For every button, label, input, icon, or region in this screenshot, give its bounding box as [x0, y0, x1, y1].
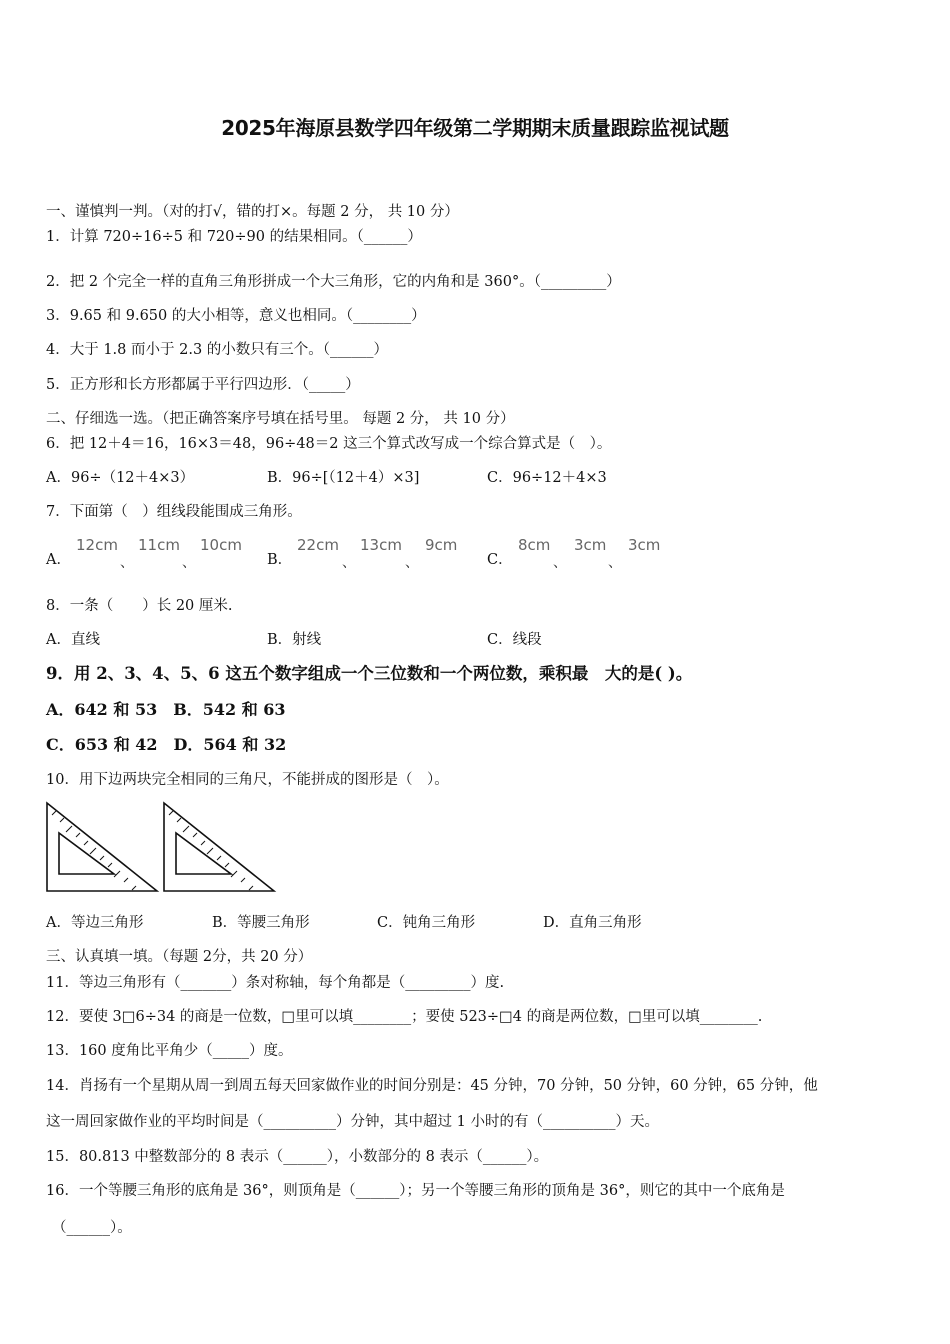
- question-10: 10．用下边两块完全相同的三角尺，不能拼成的图形是（ ）。: [46, 772, 449, 788]
- q7-option-c-label: C．: [487, 552, 513, 568]
- question-15: 15．80.813 中整数部分的 8 表示（______），小数部分的 8 表示（______）。: [46, 1149, 549, 1165]
- section-heading-judge: 一、谨慎判一判。（对的打√，错的打×。每题 2 分， 共 10 分）: [46, 204, 459, 220]
- question-6: 6．把 12＋4＝16，16×3＝48，96÷48＝2 这三个算式改写成一个综合算式是（ ）。: [46, 436, 612, 452]
- q7-a-separator: 、: [120, 555, 134, 571]
- q7-c-separator: 、: [553, 555, 567, 571]
- q7-a-separator: 、: [182, 555, 196, 571]
- question-7: 7．下面第（ ）组线段能围成三角形。: [46, 504, 302, 520]
- question-12: 12．要使 3□6÷34 的商是一位数，□里可以填________；要使 523÷□4 的商是两位数，□里可以填________.: [46, 1009, 763, 1025]
- section-heading-choose: 二、仔细选一选。（把正确答案序号填在括号里。 每题 2 分， 共 10 分）: [46, 411, 515, 427]
- question-14-line-2: 这一周回家做作业的平均时间是（__________）分钟，其中超过 1 小时的有（__________）天。: [46, 1114, 659, 1130]
- q9-options-a-b: A．642 和 53 B．542 和 63: [46, 700, 286, 719]
- q7-b-separator: 、: [405, 555, 419, 571]
- q7-c-segment-1: 8cm: [518, 536, 551, 554]
- q7-b-segment-2: 13cm: [360, 536, 402, 554]
- q7-a-segment-1: 12cm: [76, 536, 118, 554]
- q7-b-segment-3: 9cm: [425, 536, 458, 554]
- q6-option-c: C．96÷12＋4×3: [487, 470, 607, 486]
- question-2: 2．把 2 个完全一样的直角三角形拼成一个大三角形，它的内角和是 360°。（_________）: [46, 274, 621, 290]
- set-square-left: [47, 803, 157, 891]
- page-title: 2025年海原县数学四年级第二学期期末质量跟踪监视试题: [221, 116, 729, 140]
- q7-a-segment-3: 10cm: [200, 536, 242, 554]
- set-square-right: [164, 803, 274, 891]
- q10-option-a: A．等边三角形: [46, 915, 144, 931]
- q7-option-b-label: B．: [267, 552, 293, 568]
- question-16-line-1: 16．一个等腰三角形的底角是 36°，则顶角是（______）；另一个等腰三角形的顶角是 36°，则它的其中一个底角是: [46, 1183, 785, 1199]
- q7-c-segment-2: 3cm: [574, 536, 607, 554]
- section-heading-fill: 三、认真填一填。（每题 2分，共 20 分）: [46, 949, 313, 965]
- q7-a-segment-2: 11cm: [138, 536, 180, 554]
- question-11: 11．等边三角形有（_______）条对称轴，每个角都是（_________）度.: [46, 975, 505, 991]
- q7-option-a-label: A．: [46, 552, 71, 568]
- question-8: 8．一条（ ）长 20 厘米.: [46, 598, 233, 614]
- q9-options-c-d: C．653 和 42 D．564 和 32: [46, 735, 287, 754]
- q7-c-segment-3: 3cm: [628, 536, 661, 554]
- question-13: 13．160 度角比平角少（_____）度。: [46, 1043, 293, 1059]
- set-square-figure: [44, 800, 279, 896]
- q6-option-a: A．96÷（12＋4×3）: [46, 470, 195, 486]
- question-3: 3．9.65 和 9.650 的大小相等，意义也相同。（________）: [46, 308, 426, 324]
- q10-option-b: B．等腰三角形: [212, 915, 310, 931]
- q8-option-c: C．线段: [487, 632, 542, 648]
- q7-b-separator: 、: [342, 555, 356, 571]
- question-9: 9．用 2、3、4、5、6 这五个数字组成一个三位数和一个两位数，乘积最 大的是( )。: [46, 664, 693, 683]
- q6-option-b: B．96÷[（12＋4）×3]: [267, 470, 420, 486]
- question-5: 5．正方形和长方形都属于平行四边形．（_____）: [46, 377, 360, 393]
- q8-option-b: B．射线: [267, 632, 322, 648]
- question-4: 4．大于 1.8 而小于 2.3 的小数只有三个。（______）: [46, 342, 389, 358]
- q8-option-a: A．直线: [46, 632, 100, 648]
- q10-option-d: D．直角三角形: [543, 915, 642, 931]
- question-1: 1．计算 720÷16÷5 和 720÷90 的结果相同。（______）: [46, 229, 422, 245]
- question-16-line-2: （______）。: [52, 1220, 132, 1236]
- q7-b-segment-1: 22cm: [297, 536, 339, 554]
- q7-c-separator: 、: [608, 555, 622, 571]
- q10-option-c: C．钝角三角形: [377, 915, 476, 931]
- question-14-line-1: 14．肖扬有一个星期从周一到周五每天回家做作业的时间分别是：45 分钟，70 分钟，50 分钟，60 分钟，65 分钟，他: [46, 1078, 818, 1094]
